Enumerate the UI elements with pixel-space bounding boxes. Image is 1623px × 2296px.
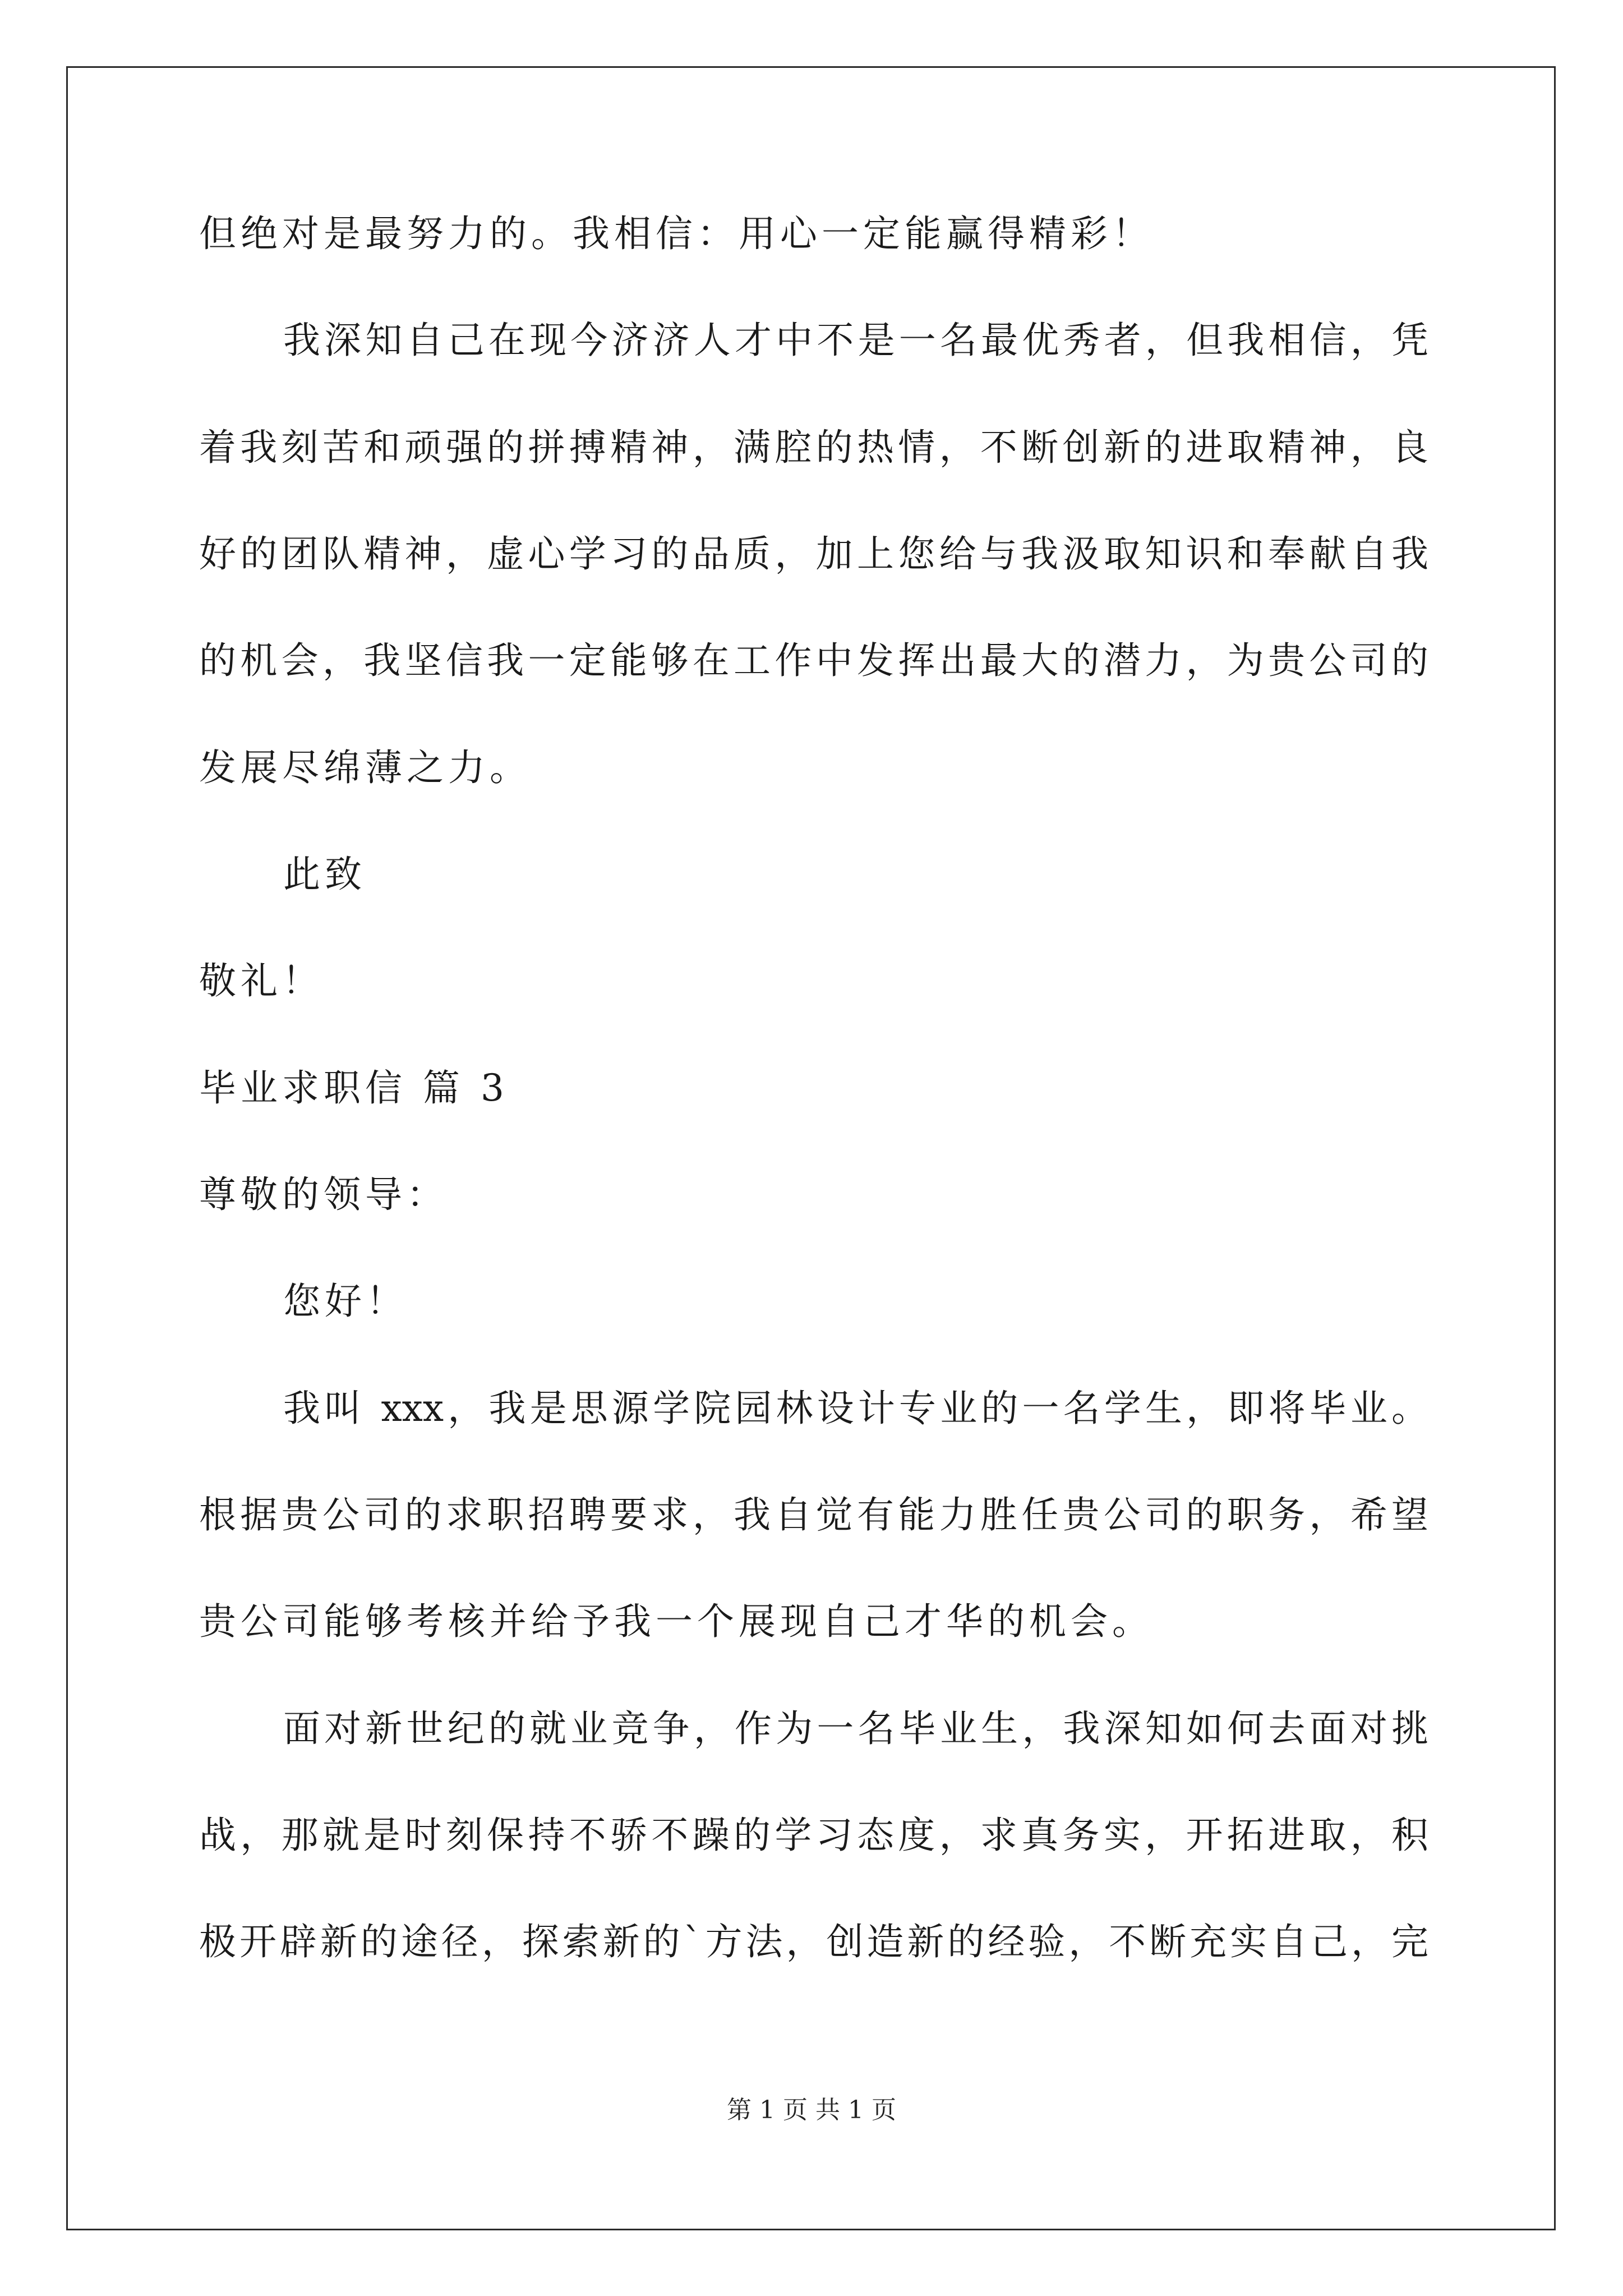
paragraph-line: 好的团队精神，虚心学习的品质，加上您给与我汲取知识和奉献自我 (199, 532, 1428, 576)
paragraph-line: 发展尽绵薄之力。 (199, 746, 531, 789)
paragraph-line: 极开辟新的途径，探索新的`方法，创造新的经验，不断充实自己，完 (199, 1920, 1428, 1963)
paragraph-line: 贵公司能够考核并给予我一个展现自己才华的机会。 (199, 1600, 1154, 1643)
section-heading: 毕业求职信 篇 3 (199, 1066, 509, 1110)
paragraph-line: 的机会，我坚信我一定能够在工作中发挥出最大的潜力，为贵公司的 (199, 639, 1428, 682)
greeting: 尊敬的领导： (199, 1173, 448, 1216)
paragraph-line: 但绝对是最努力的。我相信：用心一定能赢得精彩！ (199, 212, 1154, 255)
closing-salutation: 敬礼！ (199, 959, 324, 1002)
paragraph-line: 我叫 xxx，我是思源学院园林设计专业的一名学生，即将毕业。 (283, 1387, 1428, 1430)
paragraph-line: 战，那就是时刻保持不骄不躁的学习态度，求真务实，开拓进取，积 (199, 1814, 1428, 1857)
page-border (66, 66, 1556, 2230)
closing-salutation: 此致 (283, 853, 366, 896)
page-footer: 第 1 页 共 1 页 (727, 2096, 896, 2124)
paragraph-line: 根据贵公司的求职招聘要求，我自觉有能力胜任贵公司的职务，希望 (199, 1493, 1428, 1536)
paragraph-line: 面对新世纪的就业竞争，作为一名毕业生，我深知如何去面对挑 (283, 1707, 1428, 1750)
paragraph-line: 我深知自己在现今济济人才中不是一名最优秀者，但我相信，凭 (283, 319, 1428, 362)
paragraph-line: 着我刻苦和顽强的拼搏精神，满腔的热情，不断创新的进取精神，良 (199, 426, 1428, 469)
greeting: 您好！ (283, 1280, 408, 1323)
